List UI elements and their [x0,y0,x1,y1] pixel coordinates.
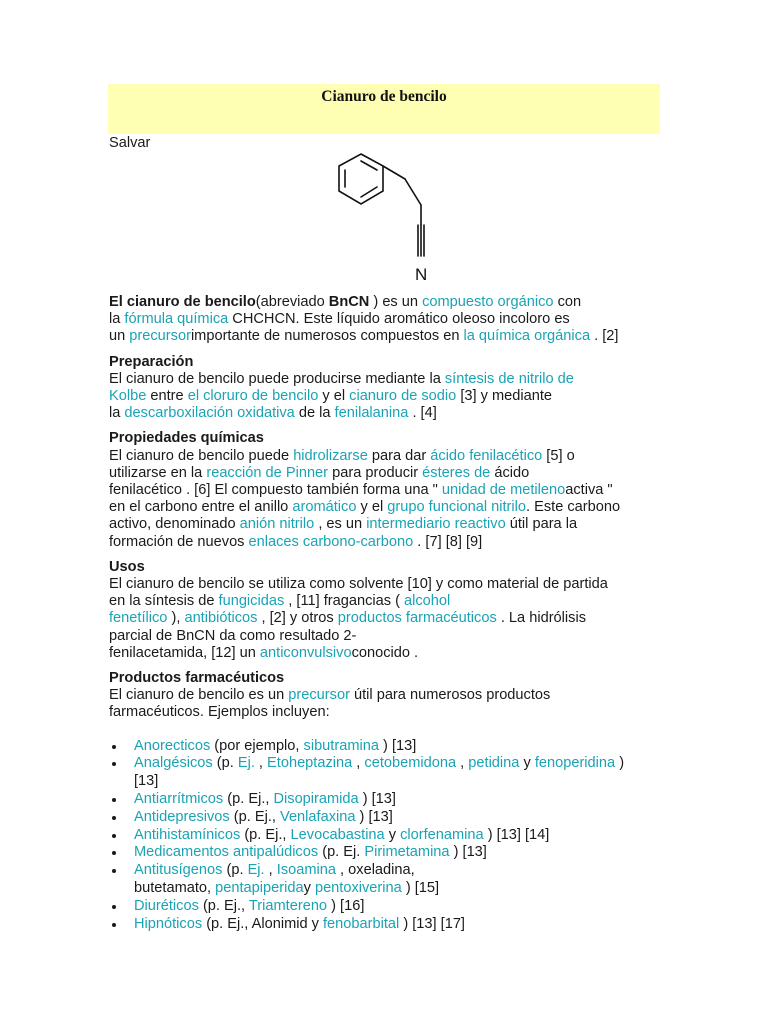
link-alcohol[interactable]: alcohol [404,593,451,610]
properties-section: Propiedades químicas El cianuro de bencilo puede hidrolizarse para dar ácido fenilacético [5] o utilizarse en la reacción de Pinner para producir ésteres de ácido fenilacético . [6] El compuesto también forma una " unidad de metilenoactiva " en el carbono entre el anillo aromático y el grupo funcional nitrilo. Este carbono activo, denominado anión nitrilo , es un intermediario reactivo útil para la formación de nuevos enlaces carbono-carbono . [7] [8] [9] [109,430,669,550]
link-descarboxilacion[interactable]: descarboxilación oxidativa [124,405,295,422]
link-fenilalanina[interactable]: fenilalanina [334,405,409,422]
link-fungicidas[interactable]: fungicidas [218,593,285,610]
ch2-bond [383,166,405,179]
examples-list [109,738,669,934]
pharma-section: Productos farmacéuticos El cianuro de bencilo es un precursor útil para numerosos productos farmacéuticos. Ejemplos incluyen: Anorecticos (por ejemplo, sibutramina ) [13] Analgésicos (p. Ej. , Etoheptazina , cetobemidona , petidina y fenoperidina ) [13] Antiarrítmicos (p. Ej., Disopiramida ) [13] Antidepresivos (p. Ej., Venlafaxina ) [13] Antihistamínicos (p. Ej., Levocabastina y clorfenamina ) [13] [14] Medicamentos antipalúdicos (p. Ej. Pirimetamina ) [13] Antitusígenos (p. Ej. , Isoamina , oxeladina, butetamato, pentapiperiday pentoxiverina ) [15] Diuréticos (p. Ej., Triamtereno ) [16] Hipnóticos (p. Ej., Alonimid y fenobarbital ) [13] [17] [109,670,669,933]
title-banner [108,84,660,134]
link-enlaces-cc[interactable]: enlaces carbono-carbono [248,533,414,550]
cn-bond [405,179,421,205]
list-item: Analgésicos (p. Ej. , Etoheptazina , cetobemidona , petidina y fenoperidina ) [13] [109,755,669,791]
article-body [109,294,669,933]
preparation-section: Preparación El cianuro de bencilo puede producirse mediante la síntesis de nitrilo de Kolbe entre el cloruro de bencilo y el cianuro de sodio [3] y mediante la descarboxilación oxidativa de la fenilalanina . [4] [109,354,669,423]
list-item: Antiarrítmicos (p. Ej., Disopiramida ) [13] [109,791,669,809]
link-productos-farmaceuticos[interactable]: productos farmacéuticos [337,610,497,627]
page-title: Cianuro de bencilo [321,88,447,105]
link-acido-fenilacetico[interactable]: ácido fenilacético [430,447,543,464]
link-cloruro-bencilo[interactable]: el cloruro de bencilo [187,388,319,405]
link-kolbe[interactable]: Kolbe [109,388,147,405]
list-item: Diuréticos (p. Ej., Triamtereno ) [16] [109,898,669,916]
link-intermediario-reactivo[interactable]: intermediario reactivo [366,516,506,533]
link-antibioticos[interactable]: antibióticos [184,610,258,627]
link-hidrolizarse[interactable]: hidrolizarse [293,447,368,464]
list-item: Antitusígenos (p. Ej. , Isoamina , oxeladina, butetamato, pentapiperiday pentoxiverina ) [15] [109,862,669,898]
link-reaccion-pinner[interactable]: reacción de Pinner [206,464,329,481]
link-anticonvulsivo[interactable]: anticonvulsivo [259,644,352,661]
link-fenetilico[interactable]: fenetílico [109,610,168,627]
link-unidad-metileno[interactable]: unidad de metileno [441,482,566,499]
link-precursor[interactable]: precursor [129,328,191,345]
intro-section: El cianuro de bencilo(abreviado BnCN ) es un compuesto orgánico con la fórmula química CHCHCN. Este líquido aromático oleoso incoloro es un precursorimportante de numerosos compuestos en la química orgánica . [2] [109,294,619,345]
link-aromatico[interactable]: aromático [292,499,357,516]
save-button[interactable]: Salvar [109,135,151,151]
section-heading-usos: Usos [109,558,145,575]
list-item: Antihistamínicos (p. Ej., Levocabastina y clorfenamina ) [13] [14] [109,827,669,845]
section-heading-preparacion: Preparación [109,353,194,370]
link-precursor-2[interactable]: precursor [288,687,350,704]
list-item: Anorecticos (por ejemplo, sibutramina ) [13] [109,738,669,756]
link-quimica-organica[interactable]: la química orgánica [463,328,591,345]
link-anion-nitrilo[interactable]: anión nitrilo [239,516,315,533]
benzyl-cyanide-structure [330,148,440,288]
section-heading-propiedades: Propiedades químicas [109,430,264,447]
link-cianuro-sodio[interactable]: cianuro de sodio [349,388,457,405]
link-grupo-nitrilo[interactable]: grupo funcional nitrilo [387,499,526,516]
list-item: Hipnóticos (p. Ej., Alonimid y fenobarbital ) [13] [17] [109,916,669,934]
list-item: Antidepresivos (p. Ej., Venlafaxina ) [13] [109,809,669,827]
link-esteres[interactable]: ésteres de [422,464,491,481]
link-sintesis-kolbe[interactable]: síntesis de nitrilo de [444,370,574,387]
section-heading-farmaceuticos: Productos farmacéuticos [109,670,285,687]
link-compuesto-organico[interactable]: compuesto orgánico [422,294,554,310]
list-item: Medicamentos antipalúdicos (p. Ej. Pirimetamina ) [13] [109,844,669,862]
uses-section: Usos El cianuro de bencilo se utiliza como solvente [10] y como material de partida en la síntesis de fungicidas , [11] fragancias ( alcohol fenetílico ), antibióticos , [2] y otros productos farmacéuticos . La hidrólisis parcial de BnCN da como resultado 2- fenilacetamida, [12] un anticonvulsivoconocido . [109,559,669,662]
nitrogen-label: N [415,265,428,284]
link-formula-quimica[interactable]: fórmula química [124,311,229,328]
